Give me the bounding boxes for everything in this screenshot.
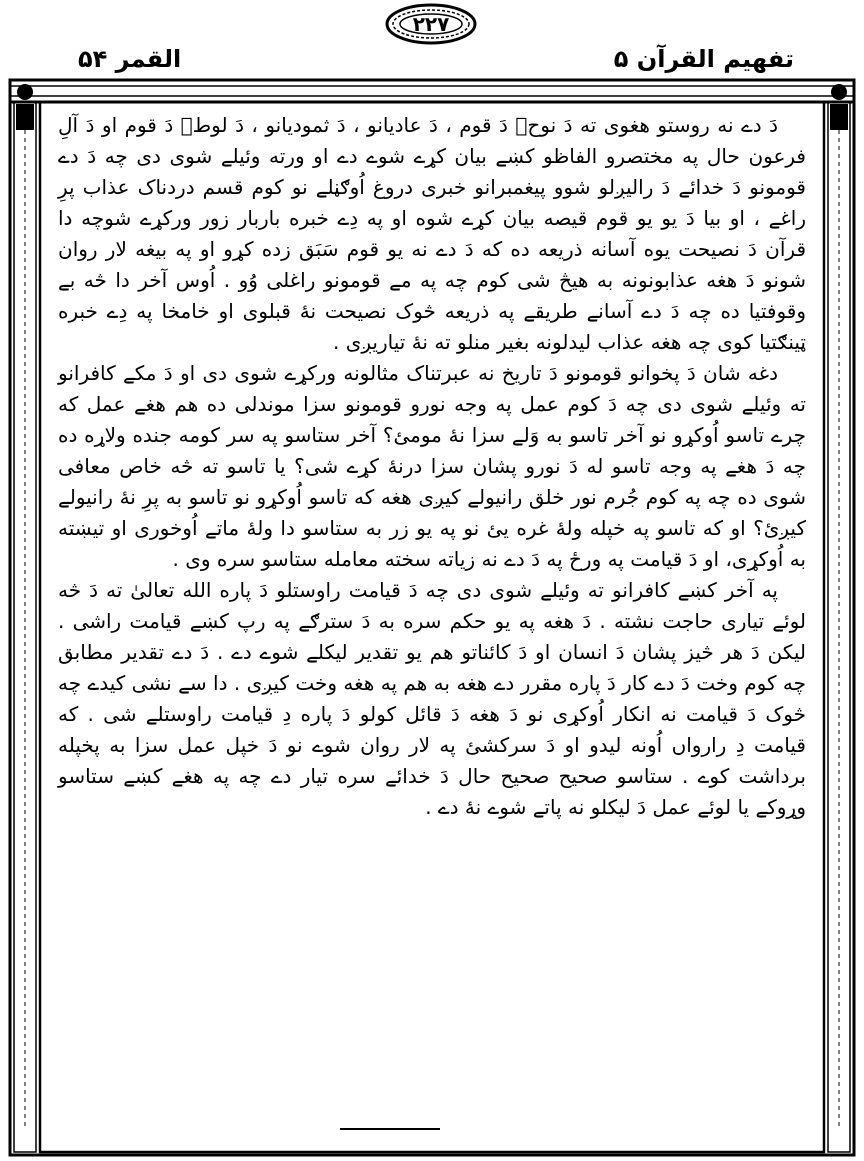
page-number-seal [383,2,479,46]
paragraph-3: په آخر کښے کافرانو ته وئیلے شوی دی چه دَ قیامت راوستلو دَ پاره الله تعالیٰ ته دَ څه لوئے تیاری حاجت نشته . دَ هغه په یو حکم سره به دَ سترګے په رپ کښے قیامت راشی . لیکن دَ هر څیز پشان دَ انسان او دَ کائناتو هم یو تقدیر لیکلے شوے دے . دَ دے تقدیر مطابق چه کوم وخت دَ دے کار دَ پاره مقرر دے هغه به هم په هغه وخت کیږی . دا سے نشی کیدے چه څوک دَ قیامت نه انکار اُوکړی نو دَ هغه دَ قائل کولو دَ پاره دِ قیامت راوستلے شی . که قیامت دِ رارواں اُونه لیدو او دَ سرکشئ په لار روان شوے نو دَ خپل عمل سزا به پخپله برداشت کوے . ستاسو صحیح صحیح حال دَ خدائے سره تیار دے چه په هغے کښے ستاسو وړوکے یا لوئے عمل دَ لیکلو نه پاتے شوے نهٔ دے . [58,578,806,819]
page-body [58,110,806,823]
end-rule [340,1128,440,1130]
paragraph-1: دَ دے نه روستو هغوی ته دَ نوحؑ دَ قوم ، دَ عادیانو ، دَ ثمودیانو ، دَ لوطؑ دَ قوم او دَ آلِ فرعون حال په مختصرو الفاظو کښے بیان کړے شوے دے او ورته وئیلے شوی دی چه دَ دے قومونو دَ خدائے دَ رالیږلو شوو پیغمبرانو خبری دروغ اُوګڼلے نو کوم قسم دردناک عذاب پرِ راغے ، او بیا دَ یو یو قوم قیصه بیان کړے شوه او په دِے خبره باربار زور ورکړے شوچه دا قرآن دَ نصیحت یوه آسانه ذریعه ده که دَ دے نه یو قوم سَبَق زده کړو او په بیغه لار روان شونو دَ هغه عذابونونه به هیڅ شی کوم چه په مے قومونو راغلی وُو . اُوس آخر دا څه بے وقوفتیا ده چه دَ دے آسانے طریقے په ذریعه څوک نصیحت نهٔ قبلوی او خامخا په دِے خبره ټینګتیا کوی چه هغه عذاب لیدلونه بغیر منلو ته نهٔ تیاریږی . [58,113,806,354]
page-header [0,0,864,80]
page-number: ۲۲۷ [412,12,450,36]
paragraph-2: دغه شان دَ پخوانو قومونو دَ تاریخ نه عبرتناک مثالونه ورکړے شوی دی او دَ مکے کافرانو ته وئیلے شوی دی چه دَ کوم عمل په وجه نورو قومونو سزا موندلی ده هم هغے عمل که چرے تاسو اُوکړو نو آخر تاسو به وَلے سزا نهٔ مومئ؟ آخر ستاسو په سر کومه جنده ولاړه ده چه دَ هغے په وجه تاسو له دَ نورو پشان سزا درنهٔ کړے شی؟ یا تاسو ته څه خاص معافی شوی ده چه په کوم جُرم نور خلق رانیولے کیږی هغه که تاسو اُوکړو نو تاسو به پرِ نهٔ رانیولے کیږئ؟ او که تاسو په خپله ولهٔ غره یئ نو په یو زر به ستاسو دا ولهٔ ماتے اُوخوری او تیښته به اُوکړی، او دَ قیامت په ورځ په دَ دے نه زیاته سخته معامله ستاسو سره وی . [58,361,806,571]
surah-label: القمر ۵۴ [78,45,182,73]
book-title: تفهیم القرآن ۵ [613,45,794,73]
